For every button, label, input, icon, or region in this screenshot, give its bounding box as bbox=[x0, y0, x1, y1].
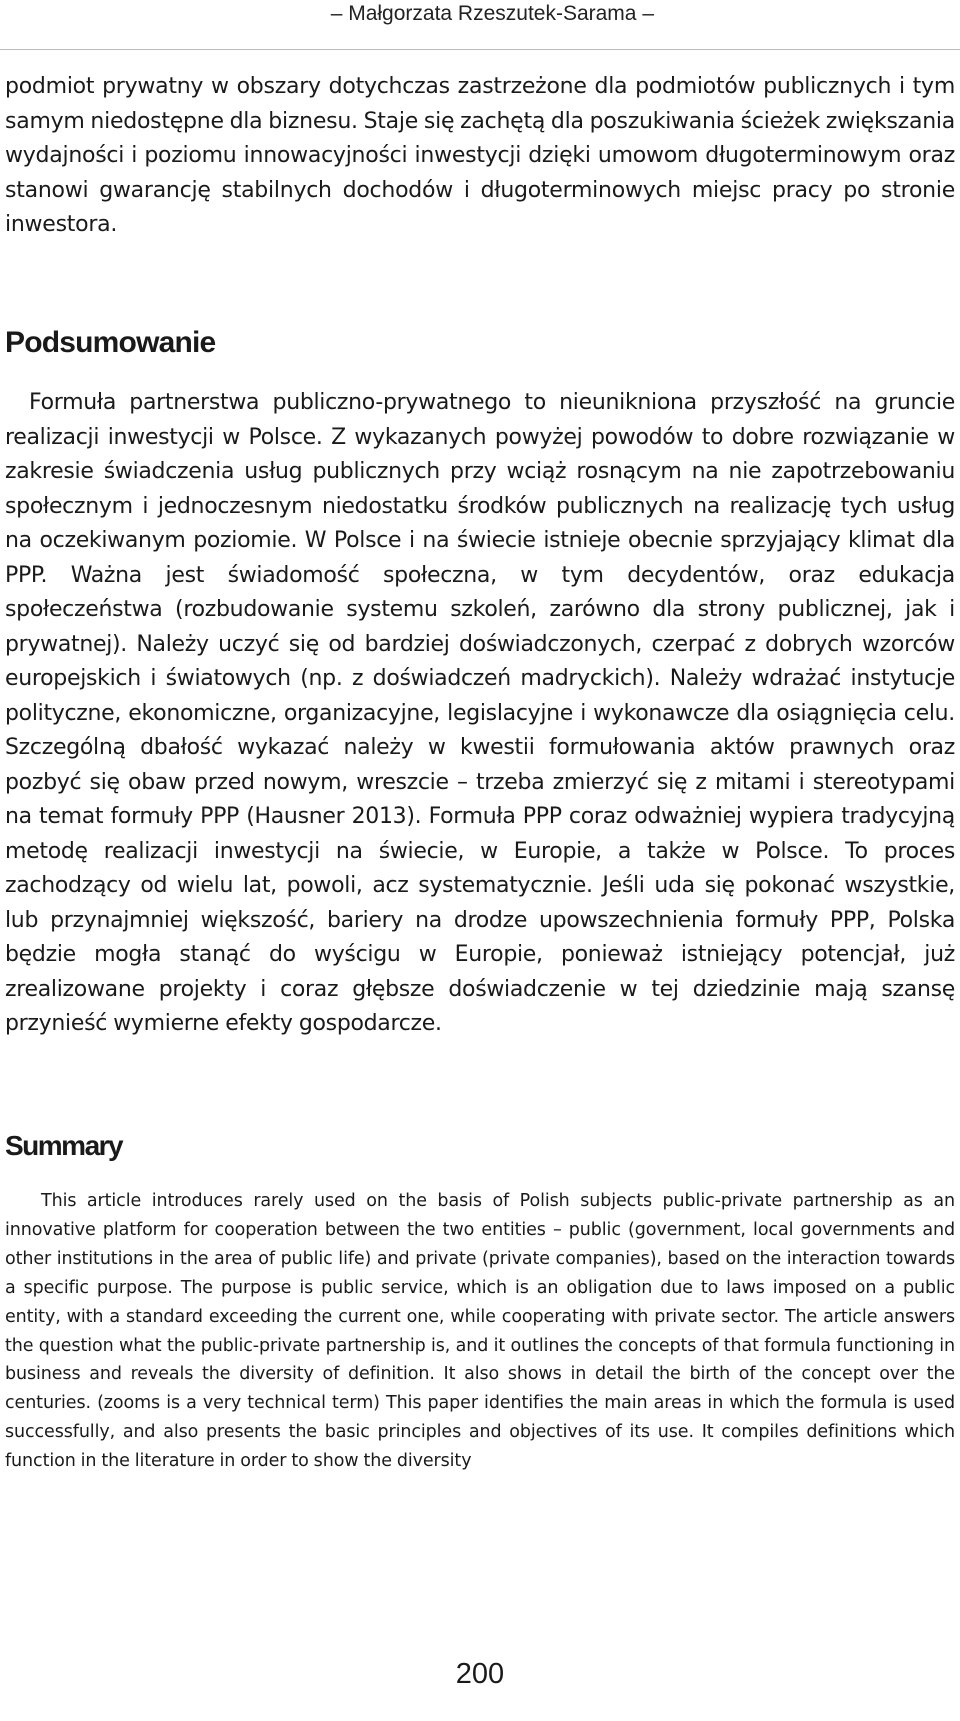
intro-paragraph: podmiot prywatny w obszary dotychczas zastrzeżone dla podmiotów publicznych i tym samym niedostępne dla biznesu. Staje się zachętą dla poszukiwania ścieżek zwiększania wydajności i poziomu innowacyjności inwestycji dzięki umowom długoterminowym oraz stanowi gwarancję stabilnych dochodów i długoterminowych miejsc pracy po stronie inwestora. bbox=[5, 74, 955, 237]
section-heading-summary: Summary bbox=[5, 1130, 123, 1161]
summary-section bbox=[5, 1187, 955, 1476]
podsumowanie-section bbox=[5, 386, 955, 1042]
header-divider bbox=[0, 49, 960, 50]
page-number: 200 bbox=[455, 1658, 505, 1690]
summary-paragraph: This article introduces rarely used on the basis of Polish subjects public-private partnership as an innovative platform for cooperation between the two entities – public (government, local governments and other institutions in the area of public life) and private (private companies), based on the interaction towards a specific purpose. The purpose is public service, which is an obligation due to laws imposed on a public entity, with a standard exceeding the current one, while cooperating with private sector. The article answers the question what the public-private partnership is, and it outlines the concepts of that formula functioning in business and reveals the diversity of definition. It also shows in detail the birth of the concept over the centuries. (zooms is a very technical term) This paper identifies the main areas in which the formula is used successfully, and also presents the basic principles and objectives of its use. It compiles definitions which function in the literature in order to show the diversity bbox=[5, 1191, 955, 1472]
running-header: – Małgorzata Rzeszutek-Sarama – bbox=[330, 2, 654, 25]
intro-section bbox=[5, 70, 955, 243]
podsumowanie-paragraph: Formuła partnerstwa publiczno-prywatnego to nieunikniona przyszłość na gruncie realizacji inwestycji w Polsce. Z wykazanych powyżej powodów to dobre rozwiązanie w zakresie świadczenia usług publicznych przy wciąż rosnącym na nie zapotrzebowaniu społecznym i jednoczesnym niedostatku środków publicznych na realizację tych usług na oczekiwanym poziomie. W Polsce i na świecie istnieje obecnie sprzyjający klimat dla PPP. Ważna jest świadomość społeczna, w tym decydentów, oraz edukacja społeczeństwa (rozbudowanie systemu szkoleń, zarówno dla strony publicznej, jak i prywatnej). Należy uczyć się od bardziej doświadczonych, czerpać z dobrych wzorców europejskich i światowych (np. z doświadczeń madryckich). Należy wdrażać instytucje polityczne, ekonomiczne, organizacyjne, legislacyjne i wykonawcze dla osiągnięcia celu. Szczególną dbałość wykazać należy w kwestii formułowania aktów prawnych oraz pozbyć się obaw przed nowym, wreszcie – trzeba zmierzyć się z mitami i stereotypami na temat formuły PPP (Hausner 2013). Formuła PPP coraz odważniej wypiera tradycyjną metodę realizacji inwestycji na świecie, w Europie, a także w Polsce. To proces zachodzący od wielu lat, powoli, acz systematycznie. Jeśli uda się pokonać wszystkie, lub przynajmniej większość, bariery na drodze upowszechnienia formuły PPP, Polska będzie mogła stanąć do wyścigu w Europie, ponieważ istniejący potencjał, już zrealizowane projekty i coraz głębsze doświadczenie w tej dziedzinie mają szansę przynieść wymierne efekty gospodarcze. bbox=[5, 390, 955, 1036]
section-heading-podsumowanie: Podsumowanie bbox=[5, 326, 216, 359]
